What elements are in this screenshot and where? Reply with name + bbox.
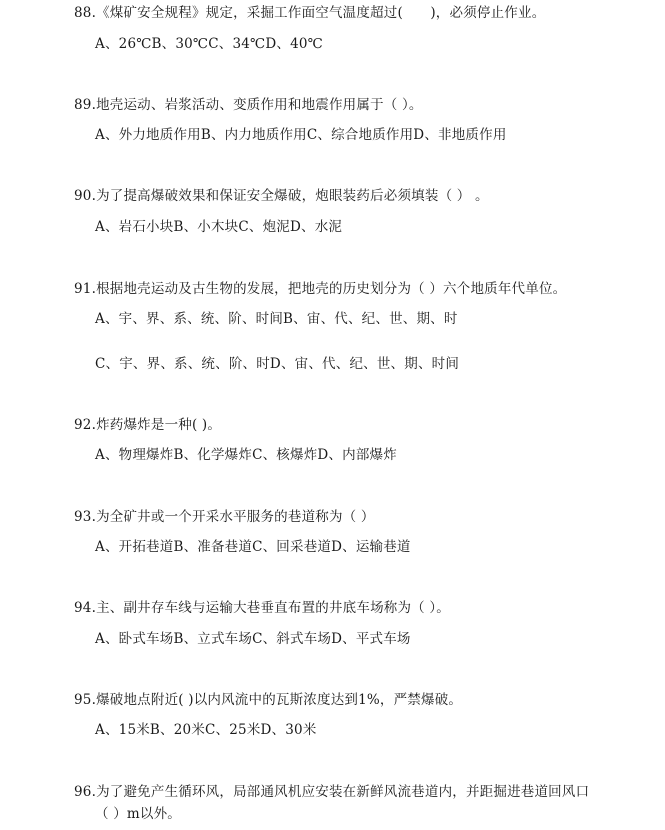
question-93-options: A、开拓巷道B、准备巷道C、回采巷道D、运输巷道 — [95, 539, 411, 555]
question-95-options: A、15米B、20米C、25米D、30米 — [95, 722, 317, 738]
question-94-options: A、卧式车场B、立式车场C、斜式车场D、平式车场 — [95, 631, 411, 647]
question-90-options: A、岩石小块B、小木块C、炮泥D、水泥 — [95, 219, 343, 235]
question-91-options-ab: A、宇、界、系、统、阶、时间B、宙、代、纪、世、期、时 — [95, 311, 458, 327]
question-88-options: A、26℃B、30℃C、34℃D、40℃ — [95, 36, 323, 52]
question-89-options: A、外力地质作用B、内力地质作用C、综合地质作用D、非地质作用 — [95, 127, 507, 143]
question-96-stem: 96.为了避免产生循环风，局部通风机应安装在新鲜风流巷道内，并距掘进巷道回风口 — [74, 784, 590, 800]
question-91-stem: 91.根据地壳运动及古生物的发展，把地壳的历史划分为（ ）六个地质年代单位。 — [74, 281, 567, 297]
question-95-stem: 95.爆破地点附近( )以内风流中的瓦斯浓度达到1%，严禁爆破。 — [74, 692, 463, 708]
question-96-stem-continued: （ ）m以外。 — [95, 806, 181, 822]
question-89-stem: 89.地壳运动、岩浆活动、变质作用和地震作用属于（ ）。 — [74, 97, 423, 113]
question-91-options-cd: C、宇、界、系、统、阶、时D、宙、代、纪、世、期、时间 — [95, 356, 460, 372]
question-90-stem: 90.为了提高爆破效果和保证安全爆破，炮眼装药后必须填装（ ） 。 — [74, 188, 489, 204]
question-93-stem: 93.为全矿井或一个开采水平服务的巷道称为（ ） — [74, 509, 375, 525]
question-92-stem: 92.炸药爆炸是一种( )。 — [74, 417, 222, 433]
question-92-options: A、物理爆炸B、化学爆炸C、核爆炸D、内部爆炸 — [95, 447, 397, 463]
question-94-stem: 94.主、副井存车线与运输大巷垂直布置的井底车场称为（ ）。 — [74, 600, 451, 616]
question-88-stem: 88.《煤矿安全规程》规定，采掘工作面空气温度超过( )，必须停止作业。 — [74, 5, 546, 21]
